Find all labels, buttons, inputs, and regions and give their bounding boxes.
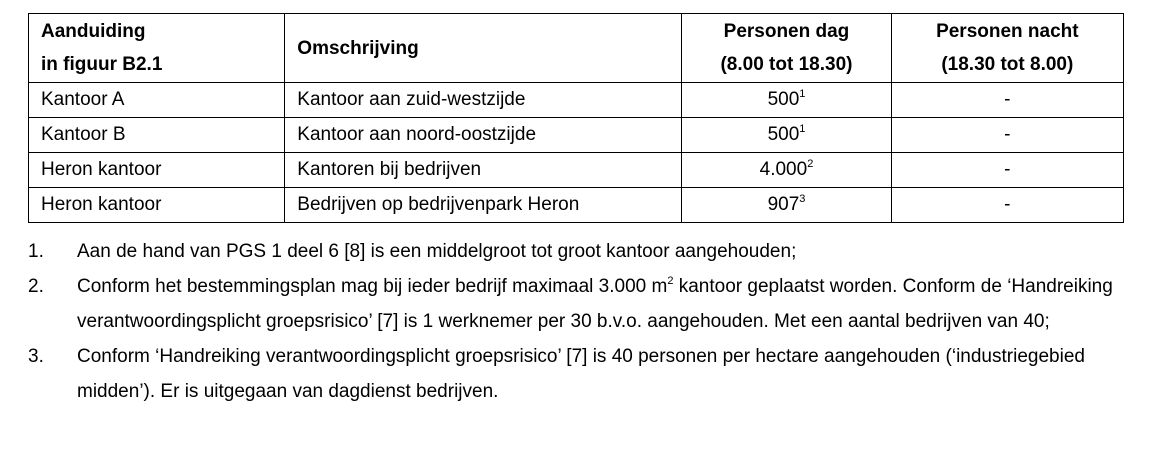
- table-header-row: [29, 14, 1124, 83]
- cell-aanduiding: Heron kantoor: [29, 188, 285, 223]
- cell-personen-nacht: -: [891, 118, 1123, 153]
- cell-omschrijving: Kantoor aan noord-oostzijde: [285, 118, 682, 153]
- footnote-text: Conform het bestemmingsplan mag bij ieder bedrijf maximaal 3.000 $m^2$ kantoor geplaatst worden. Conform de ‘Handreiking verantwoordingsplicht groepsrisico’ [7] is 1 werknemer per 30 b.v.o. aangehouden. Met een aantal bedrijven van 40;: [77, 275, 1113, 332]
- footnote-number: 3.: [28, 346, 44, 367]
- footnote-ref: 1: [799, 123, 806, 135]
- cell-personen-nacht: -: [891, 153, 1123, 188]
- table-row: [29, 153, 1124, 188]
- footnote-ref: 1: [799, 88, 806, 100]
- cell-personen-dag: 4.000$^2$: [682, 153, 891, 188]
- superscript: 2: [667, 275, 674, 287]
- footnote-item: [28, 269, 1138, 339]
- cell-personen-dag: $907^3$: [682, 188, 891, 223]
- cell-aanduiding: Kantoor A: [29, 83, 285, 118]
- table-row: [29, 83, 1124, 118]
- footnote-number: 1.: [28, 241, 44, 262]
- cell-personen-nacht: -: [891, 188, 1123, 223]
- footnote-ref: 3: [799, 193, 806, 205]
- cell-aanduiding: Heron kantoor: [29, 153, 285, 188]
- cell-personen-nacht: -: [891, 83, 1123, 118]
- header-personen-nacht: Personen nacht (18.30 tot 8.00): [891, 14, 1123, 83]
- header-personen-dag: Personen dag (8.00 tot 18.30): [682, 14, 891, 83]
- cell-omschrijving: Bedrijven op bedrijvenpark Heron: [285, 188, 682, 223]
- footnotes: [28, 234, 1138, 409]
- cell-aanduiding: Kantoor B: [29, 118, 285, 153]
- table-row: [29, 188, 1124, 223]
- persons-table: [28, 13, 1124, 223]
- footnote-ref: 2: [807, 158, 814, 170]
- header-omschrijving: Omschrijving: [285, 14, 682, 83]
- cell-personen-dag: $500^1$: [682, 83, 891, 118]
- footnote-text: Aan de hand van PGS 1 deel 6 [8] is een middelgroot tot groot kantoor aangehouden;: [77, 241, 797, 262]
- footnote-number: 2.: [28, 276, 44, 297]
- header-aanduiding: Aanduiding in figuur B2.1: [29, 14, 285, 83]
- footnote-item: [28, 234, 1138, 269]
- footnote-item: [28, 339, 1138, 409]
- table-row: [29, 118, 1124, 153]
- cell-personen-dag: $500^1$: [682, 118, 891, 153]
- cell-omschrijving: Kantoor aan zuid-westzijde: [285, 83, 682, 118]
- cell-omschrijving: Kantoren bij bedrijven: [285, 153, 682, 188]
- footnote-text: Conform ‘Handreiking verantwoordingsplicht groepsrisico’ [7] is 40 personen per hectare aangehouden (‘industriegebied midden’). Er is uitgegaan van dagdienst bedrijven.: [77, 346, 1085, 402]
